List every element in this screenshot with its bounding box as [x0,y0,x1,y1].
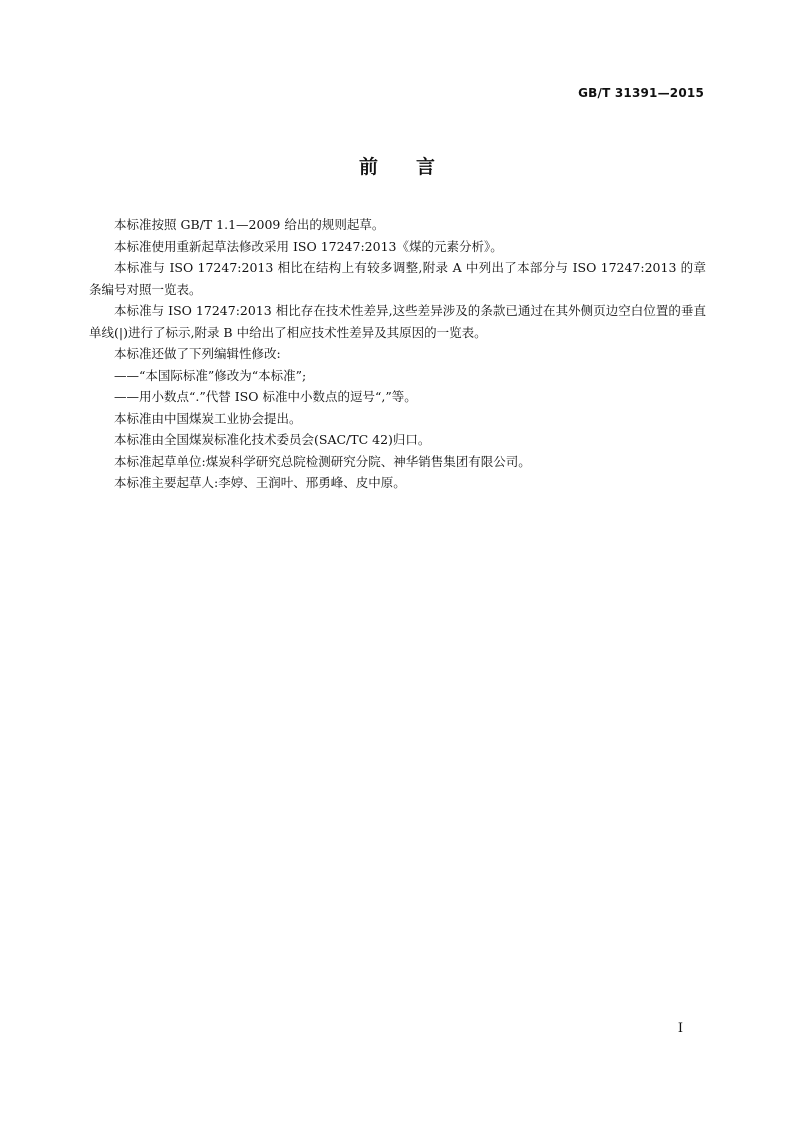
paragraph-proposed-by: 本标准由中国煤炭工业协会提出。 [114,410,302,426]
paragraph-editorial-changes: 本标准还做了下列编辑性修改: [114,346,281,361]
foreword-body [89,214,706,494]
paragraph-adoption-method: 本标准使用重新起草法修改采用 ISO 17247:2013《煤的元素分析》。 [114,238,503,254]
page-title: 前言 [358,156,473,178]
paragraph-drafting-rules: 本标准按照 GB/T 1.1—2009 给出的规则起草。 [114,217,385,232]
paragraph-drafting-units: 本标准起草单位:煤炭科学研究总院检测研究分院、神华销售集团有限公司。 [114,453,531,469]
paragraph-structural-changes: 本标准与 ISO 17247:2013 相比在结构上有较多调整,附录 A 中列出了本部分与 ISO 17247:2013 的章条编号对照一览表。 [89,260,706,297]
list-item-editorial-2: ——用小数点“.”代替 ISO 标准中小数点的逗号“,”等。 [114,389,417,404]
page-number: I [677,1021,683,1036]
paragraph-technical-differences: 本标准与 ISO 17247:2013 相比存在技术性差异,这些差异涉及的条款已通过在其外侧页边空白位置的垂直单线(|)进行了标示,附录 B 中给出了相应技术性差异及其原因的一览表。 [89,303,706,340]
paragraph-drafters: 本标准主要起草人:李婷、王润叶、邢勇峰、皮中原。 [114,475,406,490]
list-item-editorial-1: ——“本国际标准”修改为“本标准”; [114,367,307,383]
paragraph-under-jurisdiction: 本标准由全国煤炭标准化技术委员会(SAC/TC 42)归口。 [114,432,431,447]
standard-number: GB/T 31391—2015 [578,86,704,100]
